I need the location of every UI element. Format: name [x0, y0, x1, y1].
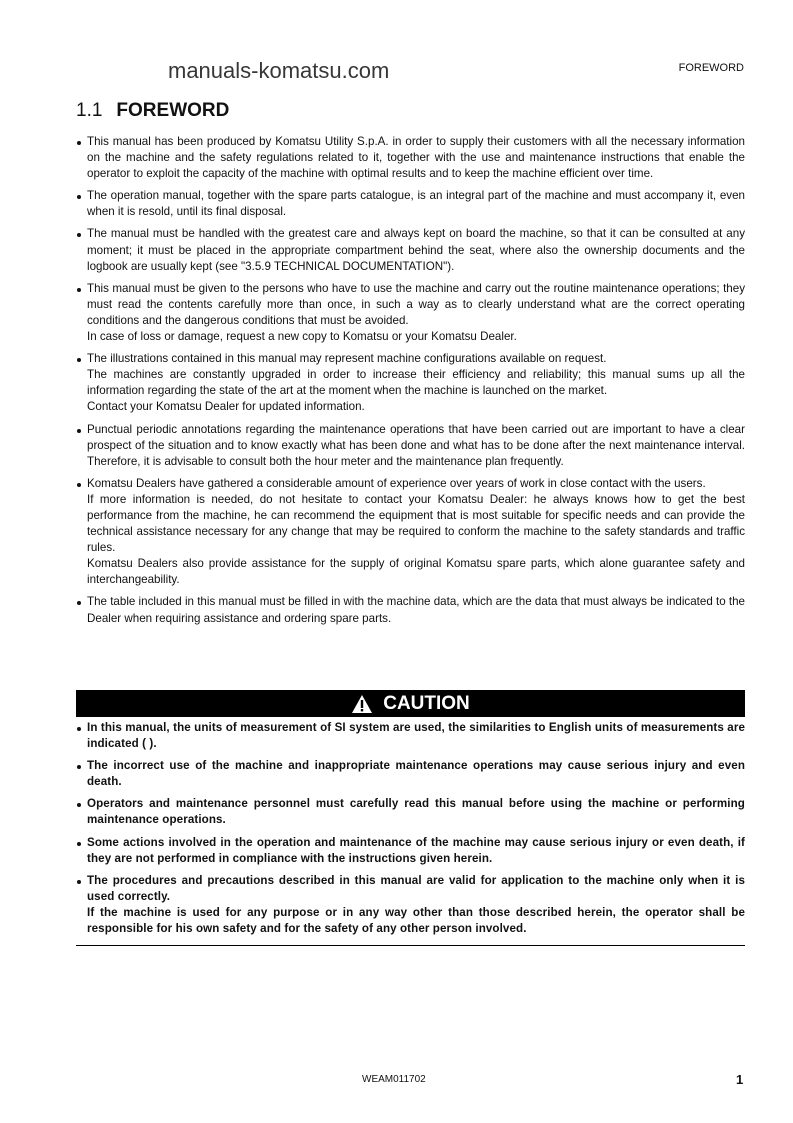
paragraph: The procedures and precautions described in this manual are valid for application to the machine only when it is used correctly.: [87, 873, 745, 903]
page-title: [76, 100, 229, 122]
paragraph: Punctual periodic annotations regarding the maintenance operations that have been carried out are important to have a clear prospect of the situation and to know exactly what has been done and what has to be done after the next maintenance interval. Therefore, it is advisable to consult both the hour meter and the maintenance plan frequently.: [87, 422, 745, 468]
foreword-list: [76, 134, 745, 633]
paragraph: If more information is needed, do not hesitate to contact your Komatsu Dealer: he always knows how to get the best performance from the machine, he can recommend the equipment that is most suitable for specific needs and can provide the technical assistance necessary for any change that may be required to conform the machine to the safety standards and traffic rules.: [87, 492, 745, 555]
divider: [76, 945, 745, 946]
caution-list: [76, 720, 745, 943]
caution-banner: [76, 690, 745, 717]
list-item: [76, 476, 745, 589]
caution-label: CAUTION: [383, 692, 470, 714]
paragraph: In this manual, the units of measurement of SI system are used, the similarities to English units of measurements are indicated ( ).: [87, 721, 745, 751]
list-item: [76, 281, 745, 345]
paragraph: The machines are constantly upgraded in order to increase their efficiency and reliability; this manual sums up all the information regarding the state of the art at the moment when the machine is launched on the market.: [87, 368, 745, 398]
list-item: [76, 873, 745, 937]
list-item: [76, 720, 745, 752]
running-header: FOREWORD: [678, 62, 744, 74]
paragraph: The table included in this manual must be filled in with the machine data, which are the data that must always be indicated to the Dealer when requiring assistance and ordering spare parts.: [87, 595, 746, 625]
paragraph: The manual must be handled with the greatest care and always kept on board the machine, so that it can be consulted at any moment; it must be placed in the appropriate compartment behind the seat, where also the ownership documents and the logbook are usually kept (see "3.5.9 TECHNICAL DOCUMENTATION").: [87, 227, 745, 273]
paragraph: The operation manual, together with the spare parts catalogue, is an integral part of the machine and must accompany it, even when it is resold, until its final disposal.: [87, 189, 745, 219]
list-item: [76, 796, 745, 828]
warning-triangle-icon: [351, 694, 373, 714]
paragraph: Komatsu Dealers have gathered a considerable amount of experience over years of work in close contact with the users.: [87, 476, 706, 490]
section-number: 1.1: [76, 100, 103, 121]
paragraph: In case of loss or damage, request a new copy to Komatsu or your Komatsu Dealer.: [87, 330, 517, 344]
page-number: 1: [736, 1072, 744, 1087]
paragraph: Contact your Komatsu Dealer for updated information.: [87, 400, 365, 414]
paragraph: This manual has been produced by Komatsu Utility S.p.A. in order to supply their customers with all the necessary information on the machine and the safety regulations related to it, together with the use and maintenance instructions that enable the operator to exploit the capacity of the machine with optimal results and to keep the machine efficient over time.: [87, 135, 745, 181]
watermark: manuals-komatsu.com: [168, 58, 390, 83]
paragraph: The incorrect use of the machine and inappropriate maintenance operations may cause serious injury and even death.: [87, 759, 745, 789]
section-title: FOREWORD: [116, 100, 230, 121]
list-item: [76, 835, 745, 867]
list-item: [76, 134, 745, 182]
paragraph: Some actions involved in the operation and maintenance of the machine may cause serious injury or even death, if they are not performed in compliance with the instructions given herein.: [87, 835, 745, 865]
paragraph: The illustrations contained in this manual may represent machine configurations available on request.: [87, 352, 607, 366]
paragraph: This manual must be given to the persons who have to use the machine and carry out the routine maintenance operations; they must read the contents carefully more than once, in such a way as to clearly understand what are the correct operating conditions and the dangerous conditions that must be avoided.: [87, 281, 745, 327]
list-item: [76, 188, 745, 220]
list-item: [76, 758, 745, 790]
list-item: [76, 351, 745, 415]
paragraph: If the machine is used for any purpose or in any way other than those described herein, the operator shall be responsible for his own safety and for the safety of any other person involved.: [87, 905, 745, 936]
list-item: [76, 226, 745, 274]
paragraph: Komatsu Dealers also provide assistance for the supply of original Komatsu spare parts, which alone guarantee safety and interchangeability.: [87, 557, 745, 587]
list-item: [76, 422, 745, 470]
document-code: WEAM011702: [362, 1074, 426, 1085]
paragraph: Operators and maintenance personnel must carefully read this manual before using the machine or performing maintenance operations.: [87, 797, 745, 827]
list-item: [76, 594, 745, 626]
